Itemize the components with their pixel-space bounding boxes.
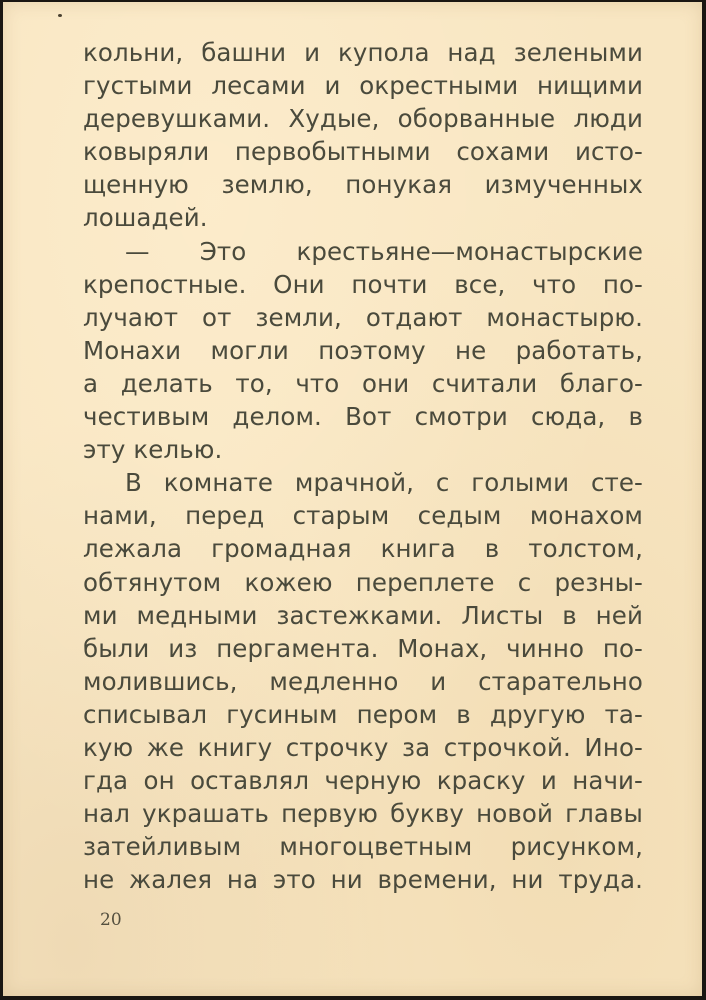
text-line: затейливым многоцветным рисунком, [83, 832, 643, 862]
text-line: ковыряли первобытными сохами исто- [83, 137, 643, 167]
text-line: лучают от земли, отдают монастырю. [83, 302, 643, 332]
page-number: 20 [100, 910, 122, 930]
text-line: эту келью. [83, 435, 223, 465]
paragraph-3 [83, 466, 643, 896]
paragraph-2 [83, 235, 643, 467]
text-line: лошадей. [83, 203, 208, 233]
text-line: а делать то, что они считали благо- [83, 368, 643, 398]
page-text [83, 36, 643, 896]
text-line: лежала громадная книга в толстом, [83, 534, 643, 564]
text-line: честивым делом. Вот смотри сюда, в [83, 402, 643, 432]
text-line: молившись, медленно и старательно [83, 666, 643, 696]
text-line: нал украшать первую букву новой главы [83, 799, 643, 829]
text-line: деревушками. Худые, оборванные люди [83, 104, 643, 134]
text-line: кую же книгу строчку за строчкой. Ино- [83, 732, 643, 762]
text-line: густыми лесами и окрестными нищими [83, 71, 643, 101]
text-line: ми медными застежками. Листы в ней [83, 600, 643, 630]
text-line: кольни, башни и купола над зелеными [83, 38, 643, 67]
text-line: В комнате мрачной, с голыми сте- [125, 468, 643, 498]
text-line: списывал гусиным пером в другую та- [83, 699, 643, 729]
text-line: щенную землю, понукая измученных [83, 170, 643, 200]
text-line: обтянутом кожею переплете с резны- [83, 567, 643, 597]
text-line: — Это крестьяне—монастырские [125, 236, 643, 266]
text-line: Монахи могли поэтому не работать, [83, 335, 643, 365]
book-page [3, 2, 702, 996]
ink-speck [58, 14, 62, 17]
text-line: крепостные. Они почти все, что по- [83, 269, 643, 299]
text-line: нами, перед старым седым монахом [83, 501, 643, 531]
text-line: гда он оставлял черную краску и начи- [83, 766, 643, 796]
paragraph-1 [83, 36, 643, 235]
text-line: были из пергамента. Монах, чинно по- [83, 633, 643, 663]
text-line: не жалея на это ни времени, ни труда. [83, 865, 643, 895]
